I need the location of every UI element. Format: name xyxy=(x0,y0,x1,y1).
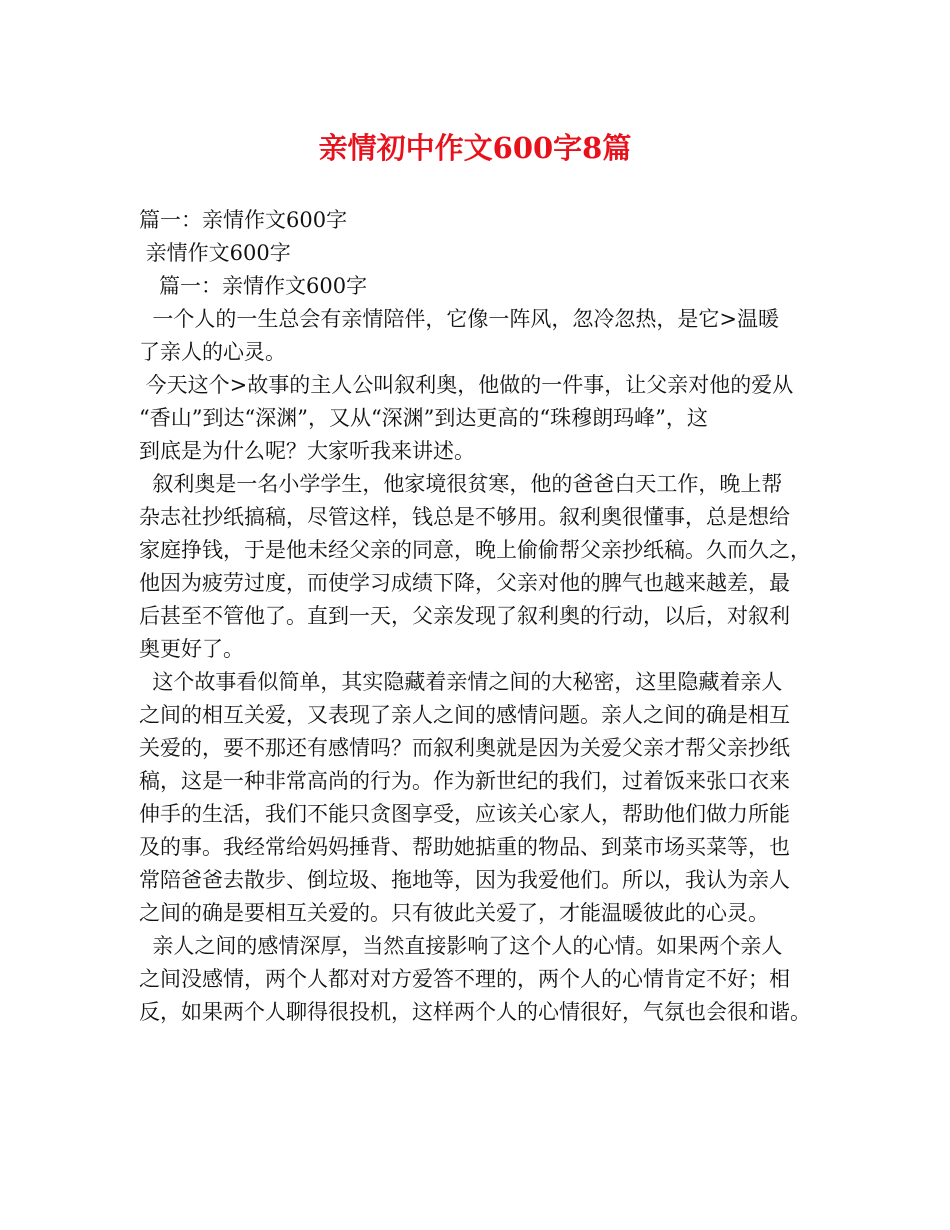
text-line: 了亲人的心灵。 xyxy=(139,340,286,364)
text-line: 常陪爸爸去散步、倒垃圾、拖地等，因为我爱他们。所以，我认为亲人 xyxy=(139,868,790,892)
text-line: 篇一：亲情作文600字 xyxy=(139,274,368,298)
text-line: 之间没感情，两个人都对对方爱答不理的，两个人的心情肯定不好；相 xyxy=(139,967,790,991)
document-body xyxy=(139,204,819,1029)
text-line: 后甚至不管他了。直到一天，父亲发现了叙利奥的行动，以后，对叙利 xyxy=(139,604,790,628)
text-line: 叙利奥是一名小学学生，他家境很贫寒，他的爸爸白天工作，晚上帮 xyxy=(139,472,783,496)
text-line: 之间的相互关爱，又表现了亲人之间的感情问题。亲人之间的确是相互 xyxy=(139,703,790,727)
text-line: 亲人之间的感情深厚，当然直接影响了这个人的心情。如果两个亲人 xyxy=(139,934,783,958)
text-line: 亲情作文600字 xyxy=(139,241,291,265)
text-line: 关爱的，要不那还有感情吗？而叙利奥就是因为关爱父亲才帮父亲抄纸 xyxy=(139,736,790,760)
text-line: 反，如果两个人聊得很投机，这样两个人的心情很好，气氛也会很和谐。 xyxy=(139,1000,811,1024)
text-line: 一个人的一生总会有亲情陪伴，它像一阵风，忽冷忽热，是它>温暖 xyxy=(139,307,779,331)
text-line: 稿，这是一种非常高尚的行为。作为新世纪的我们，过着饭来张口衣来 xyxy=(139,769,790,793)
text-line: 家庭挣钱，于是他未经父亲的同意，晚上偷偷帮父亲抄纸稿。久而久之， xyxy=(139,538,811,562)
text-line: 到底是为什么呢？大家听我来讲述。 xyxy=(139,439,475,463)
text-line: 篇一：亲情作文600字 xyxy=(139,208,348,232)
text-line: 今天这个>故事的主人公叫叙利奥，他做的一件事，让父亲对他的爱从 xyxy=(139,373,794,397)
text-line: 杂志社抄纸搞稿，尽管这样，钱总是不够用。叙利奥很懂事，总是想给 xyxy=(139,505,790,529)
text-line: 及的事。我经常给妈妈捶背、帮助她掂重的物品、到菜市场买菜等，也 xyxy=(139,835,790,859)
text-line: 奥更好了。 xyxy=(139,637,244,661)
text-line: 伸手的生活，我们不能只贪图享受，应该关心家人，帮助他们做力所能 xyxy=(139,802,790,826)
page-title: 亲情初中作文600字8篇 xyxy=(318,131,632,165)
text-line: “香山”到达“深渊”，又从“深渊”到达更高的“珠穆朗玛峰”，这 xyxy=(139,406,708,430)
text-line: 他因为疲劳过度，而使学习成绩下降，父亲对他的脾气也越来越差，最 xyxy=(139,571,790,595)
text-line: 之间的确是要相互关爱的。只有彼此关爱了，才能温暖彼此的心灵。 xyxy=(139,901,769,925)
text-line: 这个故事看似简单，其实隐藏着亲情之间的大秘密，这里隐藏着亲人 xyxy=(139,670,783,694)
